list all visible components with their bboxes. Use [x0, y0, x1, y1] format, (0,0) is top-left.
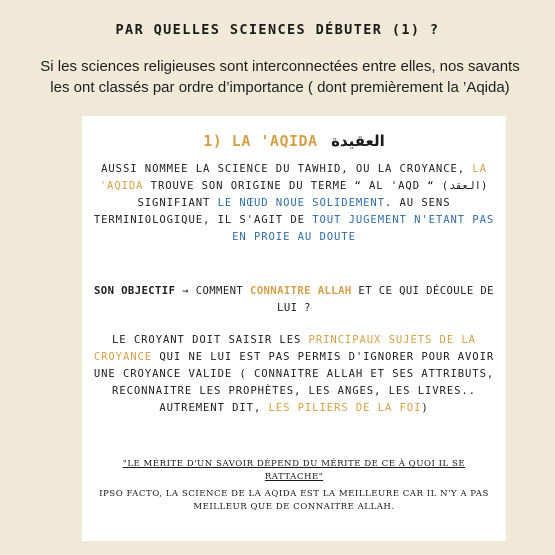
- p2-text-1: COMMENT: [195, 285, 250, 297]
- p3-highlight-sujets: PRINCIPAUX SUJETS DE LA CROYANCE: [93, 334, 476, 363]
- intro-text: Si les sciences religieuses sont interconnectées entre elles, nos savants les ont classés par ordre d’importance ( dont premièrement la ’Aqida): [40, 58, 520, 96]
- p2-text-2: ET CE QUI DÉCOULE DE LUI ?: [277, 285, 494, 314]
- content-card: [82, 116, 506, 541]
- quote-text: "LE MÉRITE D'UN SAVOIR DÉPEND DU MÉRITE DE CE À QUOI IL SE RATTACHE": [122, 459, 466, 482]
- p3-highlight-piliers: LES PILIERS DE LA FOI: [268, 402, 422, 414]
- card-title: [82, 132, 506, 150]
- p1-highlight-noeud: LE NŒUD NOUE SOLIDEMENT: [217, 197, 385, 209]
- p1-text-3: . AU SENS TERMINIOLOGIQUE, IL S'AGIT DE: [93, 197, 451, 226]
- croyant-paragraph: [92, 332, 496, 417]
- p3-text-3: ): [421, 402, 429, 414]
- p1-highlight-aqida: LA 'AQIDA: [99, 163, 487, 192]
- objective-paragraph: [92, 283, 496, 317]
- quote-block: [96, 458, 492, 514]
- p3-text-1: LE CROYANT DOIT SAISIR LES: [112, 334, 309, 346]
- card-title-ar: العقيدة: [331, 132, 385, 150]
- p1-text-1: AUSSI NOMMEE LA SCIENCE DU TAWHID, OU LA CROYANCE,: [101, 163, 473, 175]
- p1-highlight-jugement: TOUT JUGEMENT N'ETANT PAS EN PROIE AU DOUTE: [232, 214, 495, 243]
- p2-highlight-allah: CONNAITRE ALLAH: [249, 285, 352, 297]
- page-title: PAR QUELLES SCIENCES DÉBUTER (1) ?: [115, 22, 440, 38]
- p3-text-2: QUI NE LUI EST PAS PERMIS D'IGNORER POUR AVOIR UNE CROYANCE VALIDE ( CONNAITRE ALLAH ET SES ATTRIBUTS, RECONNAITRE LES PROPHÈTES, LES ANGES, LES LIVRES.. AUTREMENT DIT,: [93, 351, 495, 414]
- footer-text: IPSO FACTO, LA SCIENCE DE LA AQIDA EST LA MEILLEURE CAR IL N'Y A PAS MEILLEUR QUE DE CONNAITRE ALLAH.: [99, 489, 489, 512]
- card-title-fr: 1) LA 'AQIDA: [203, 132, 318, 150]
- arrow-icon: →: [175, 285, 196, 297]
- definition-paragraph: [92, 161, 496, 246]
- p1-text-2: TROUVE SON ORIGINE DU TERME “ AL 'AQD “ (العقد) SIGNIFIANT: [137, 180, 489, 209]
- p2-label: SON OBJECTIF: [94, 285, 176, 297]
